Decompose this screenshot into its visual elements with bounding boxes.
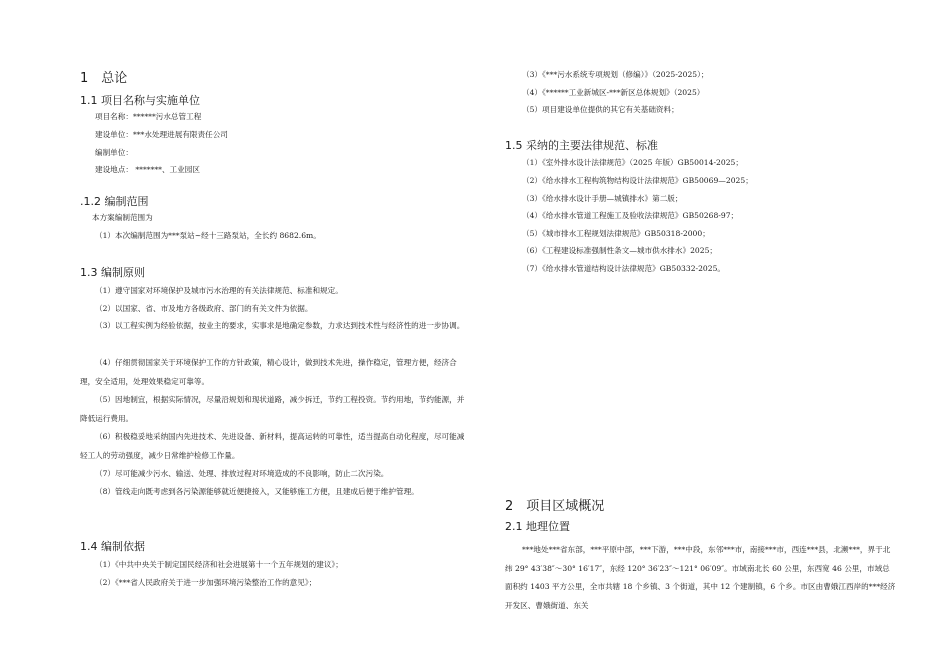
basis-5: （5）项目建设单位提供的其它有关基础资料； (522, 105, 679, 114)
geography-paragraph: ***地处***省东部，***平原中部，***下游，***中段，东邻***市，南接***市，西连***县，北濒***，界于北纬 29° 43′38″～30° 16′17″，东经 120° 36′23″～121° 06′09″。市域南北长 60 公里，东西宽 46 公里，市域总面积约 1403 平方公里，全市共辖 18 个乡镇、3 个街道，其中 12 个建制镇，6 个乡。市区由曹娥江西岸的***经济开发区、曹娥街道、东关 (505, 545, 896, 610)
section-1-3-title: 1.3 编制原则 (80, 266, 145, 279)
basis-4: （4）《******工业新城区-***新区总体规划》（2025） (522, 88, 705, 97)
standard-4: （4）《给水排水管道工程施工及验收法律规范》GB50268-97； (522, 211, 739, 220)
principle-8: （8）管线走向既考虑到各污染源能够就近便捷接入，又能够施工方便，且建成后便于维护管理。 (95, 487, 419, 496)
standard-5: （5）《城市排水工程规划法律规范》GB50318-2000； (522, 229, 710, 238)
section-1-4-title: 1.4 编制依据 (80, 540, 145, 553)
basis-1: （1）《中共中央关于制定国民经济和社会进展第十一个五年规划的建议》； (95, 560, 343, 569)
standard-6: （6）《工程建设标准强制性条文—城市供水排水》2025； (522, 246, 718, 255)
standard-3: （3）《给水排水设计手册—城镇排水》第二版； (522, 194, 683, 203)
basis-3: （3）《***污水系统专项规划（修编）》（2025-2025）； (522, 70, 709, 79)
section-1-5-title: 1.5 采纳的主要法律规范、标准 (505, 139, 658, 152)
scope-intro: 本方案编制范围为 (92, 213, 153, 222)
principle-1: （1）遵守国家对环境保护及城市污水治理的有关法律规范、标准和规定。 (95, 286, 343, 295)
project-name: 项目名称：******污水总管工程 (95, 112, 202, 121)
section-1-1-title: 1.1 项目名称与实施单位 (80, 94, 200, 107)
section-2-title: 2 项目区域概况 (505, 499, 605, 514)
standard-7: （7）《给水排水管道结构设计法律规范》GB50332-2025。 (522, 264, 726, 273)
construction-site: 建设地点： *******、工业园区 (95, 165, 200, 174)
basis-2: （2）《***省人民政府关于进一步加强环境污染整治工作的意见》； (95, 578, 317, 587)
principle-7: （7）尽可能减少污水、输送、处理、排放过程对环境造成的不良影响，防止二次污染。 (95, 469, 389, 478)
section-1-2-title: .1.2 编制范围 (80, 195, 149, 208)
compiling-unit: 编制单位： (95, 148, 133, 157)
scope-item-1: （1）本次编制范围为***泵站~经十三路泵站，全长约 8682.6m。 (95, 231, 321, 240)
section-1-title: 1 总论 (80, 71, 128, 86)
construction-unit: 建设单位：***水处理进展有限责任公司 (95, 130, 228, 139)
principle-5: （5）因地制宜，根据实际情况，尽量沿规划和现状道路，减少拆迁，节约工程投资。节约用地，节约能源，并降低运行费用。 (80, 395, 465, 423)
standard-2: （2）《给水排水工程构筑物结构设计法律规范》GB50069—2025； (522, 176, 753, 185)
principle-2: （2）以国家、省、市及地方各级政府、部门的有关文件为依据。 (95, 304, 313, 313)
section-2-1-title: 2.1 地理位置 (505, 520, 570, 533)
principle-3: （3）以工程实例为经验依据，按业主的要求，实事求是地确定参数，力求达到技术性与经济性的进一步协调。 (95, 321, 465, 330)
standard-1: （1）《室外排水设计法律规范》（2025 年版）GB50014-2025； (522, 158, 743, 167)
principle-6: （6）积极稳妥地采纳国内先进技术、先进设备、新材料，提高运转的可靠性，适当提高自动化程度，尽可能减轻工人的劳动强度，减少日常维护检修工作量。 (80, 432, 465, 460)
principle-4: （4）仔细贯彻国家关于环境保护工作的方针政策，精心设计，做到技术先进，操作稳定，管理方便，经济合理，安全适用，处理效果稳定可靠等。 (80, 358, 457, 386)
